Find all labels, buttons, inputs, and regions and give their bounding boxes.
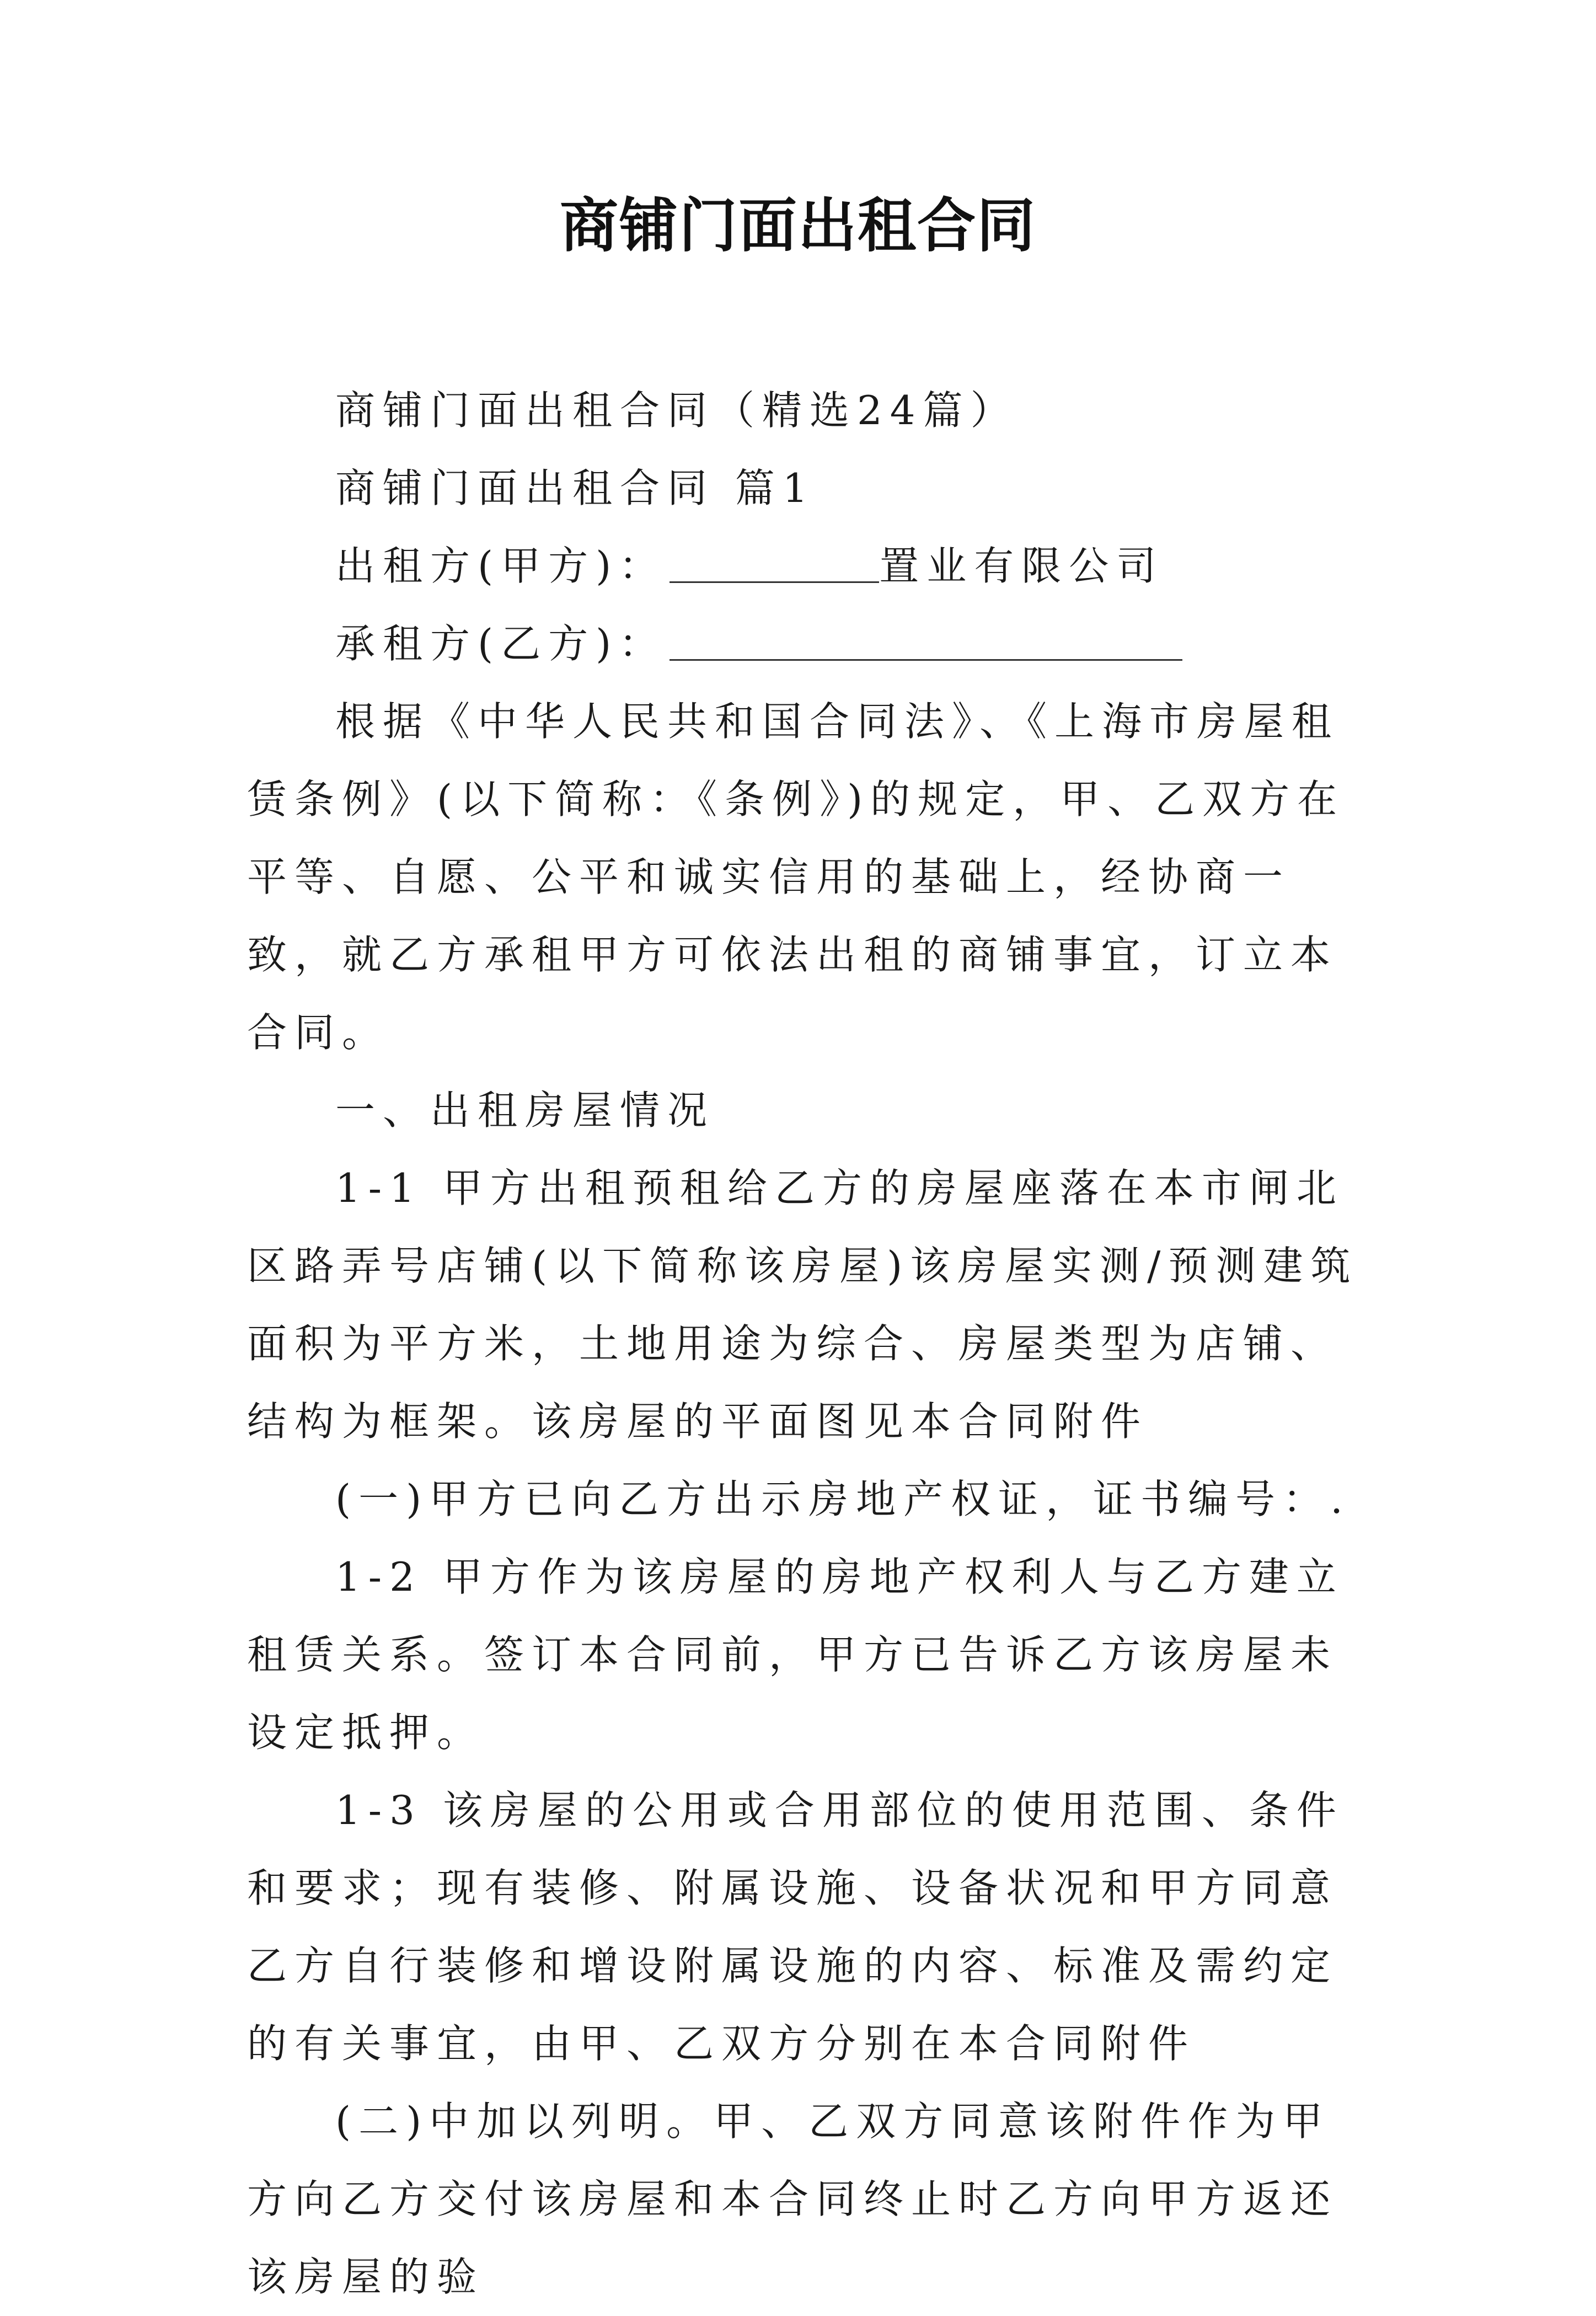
- subtitle: 商铺门面出租合同（精选24篇）: [335, 387, 1018, 434]
- clause-1-2: 1-2 甲方作为该房屋的房地产权利人与乙方建立租赁关系。签订本合同前，甲方已告诉乙方该房屋未设定抵押。: [247, 1554, 1344, 1756]
- party-a-suffix: 置业有限公司: [879, 543, 1164, 589]
- party-a-blank: [670, 542, 879, 583]
- item-2: (二)中加以列明。甲、乙双方同意该附件作为甲方向乙方交付该房屋和本合同终止时乙方向甲方返还该房屋的验: [247, 2098, 1338, 2300]
- party-a-label: 出租方(甲方)：: [335, 543, 667, 589]
- document-body: [247, 372, 1372, 2316]
- section-heading: 商铺门面出租合同 篇1: [335, 465, 816, 511]
- document-title: 商铺门面出租合同: [560, 192, 1036, 260]
- item-1: (一)甲方已向乙方出示房地产权证，证书编号：.: [335, 1476, 1351, 1522]
- party-b-line: [247, 605, 1372, 683]
- party-a-line: [247, 527, 1372, 605]
- heading-1: 一、出租房屋情况: [335, 1087, 715, 1133]
- paragraph-intro: 根据《中华人民共和国合同法》、《上海市房屋租赁条例》(以下简称：《条例》)的规定，甲、乙双方在平等、自愿、公平和诚实信用的基础上，经协商一致，就乙方承租甲方可依法出租的商铺事宜，订立本合同。: [247, 698, 1345, 1056]
- clause-1-3: 1-3 该房屋的公用或合用部位的使用范围、条件和要求；现有装修、附属设施、设备状况和甲方同意乙方自行装修和增设附属设施的内容、标准及需约定的有关事宜，由甲、乙双方分别在本合同附件: [247, 1787, 1344, 2067]
- party-b-label: 承租方(乙方)：: [335, 621, 667, 667]
- clause-1-1: 1-1 甲方出租预租给乙方的房屋座落在本市闸北区路弄号店铺(以下简称该房屋)该房屋实测/预测建筑面积为平方米，土地用途为综合、房屋类型为店铺、结构为框架。该房屋的平面图见本合同附件: [247, 1165, 1358, 1445]
- party-b-blank: [670, 619, 1182, 661]
